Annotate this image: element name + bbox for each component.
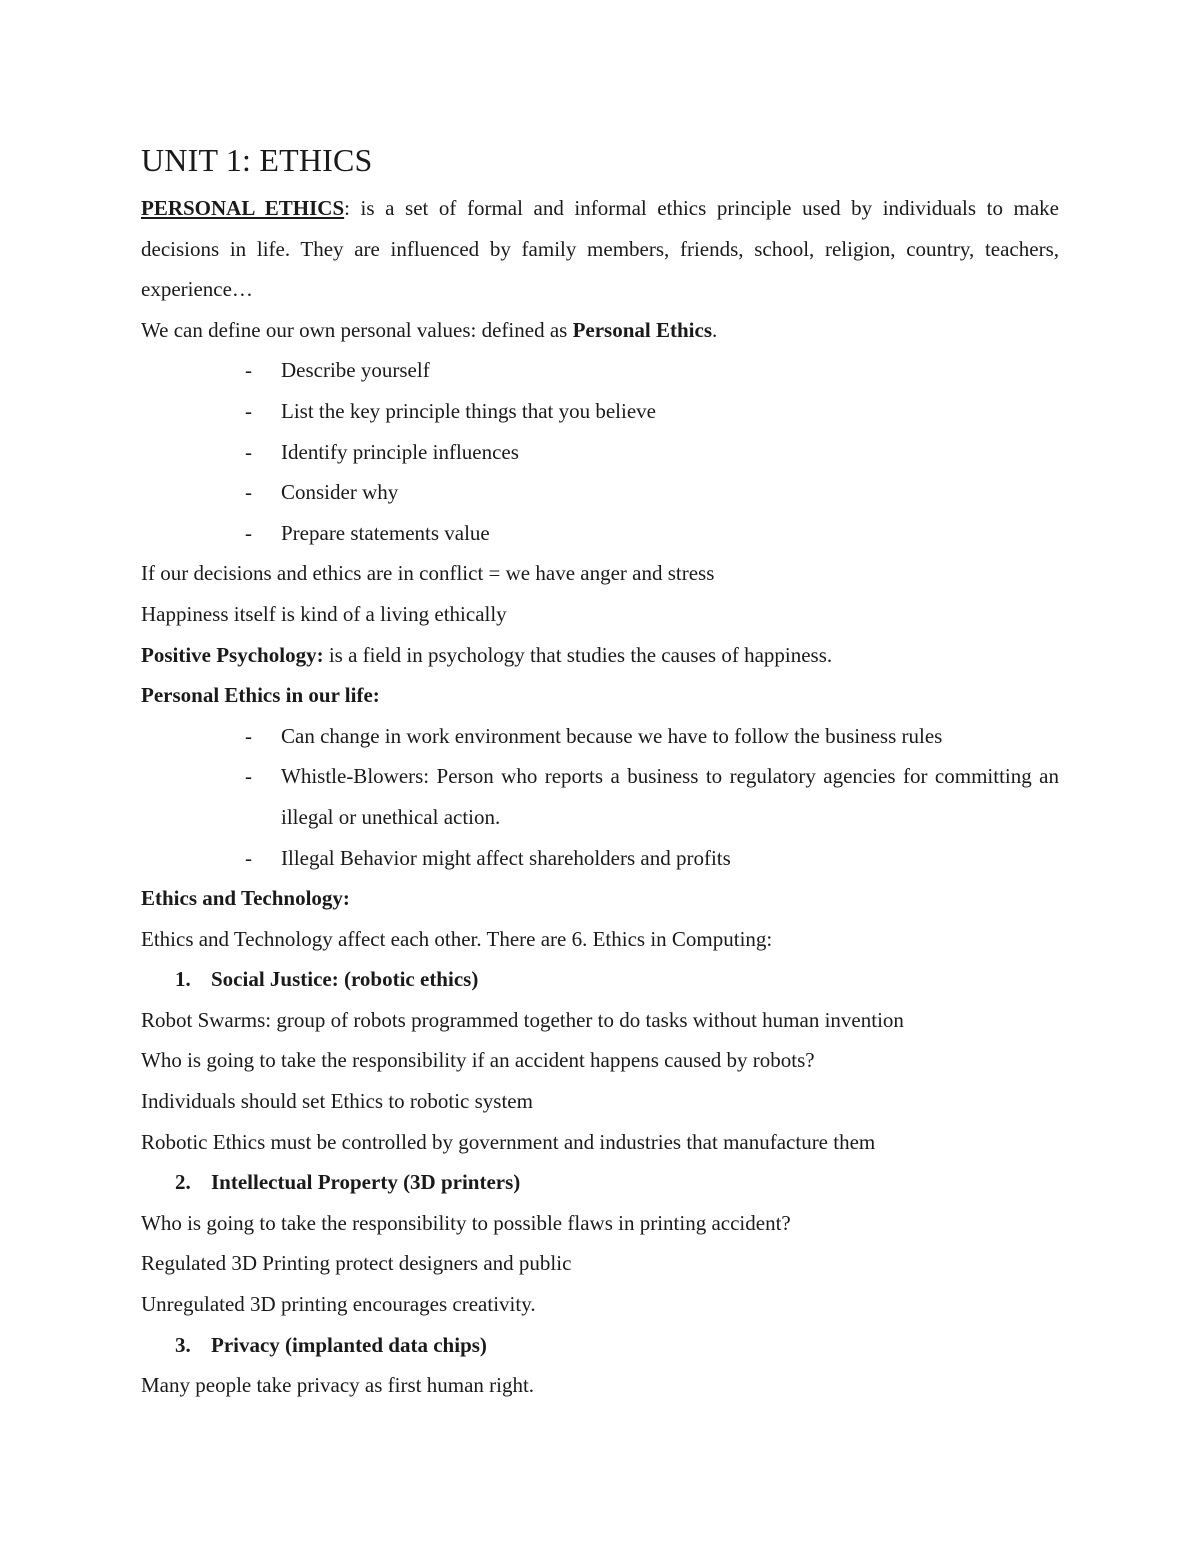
section-number: 1. [175, 967, 191, 992]
section-heading-1 [141, 959, 1059, 1000]
define-values-prefix: We can define our own personal values: defined as [141, 317, 573, 342]
list-item: - Prepare statements value [245, 520, 490, 545]
tech-intro: Ethics and Technology affect each other. There are 6. Ethics in Computing: [141, 926, 773, 951]
list-item: - List the key principle things that you believe [245, 398, 656, 423]
list-item: - Illegal Behavior might affect shareholders and profits [245, 845, 731, 870]
section-heading-text: Intellectual Property (3D printers) [211, 1170, 521, 1195]
list-item-text: Illegal Behavior might affect shareholders and profits [281, 845, 731, 870]
list-item: - Can change in work environment because we have to follow the business rules [245, 723, 943, 748]
section-heading-text: Privacy (implanted data chips) [211, 1332, 487, 1357]
section-heading-3 [141, 1325, 1059, 1366]
tech-heading: Ethics and Technology: [141, 886, 350, 911]
section-1-line: Who is going to take the responsibility if an accident happens caused by robots? [141, 1048, 815, 1073]
define-values-line [141, 310, 1059, 351]
list-item-text: Consider why [281, 480, 399, 505]
positive-psychology-term: Positive Psychology: [141, 642, 324, 667]
positive-psychology-line [141, 635, 1059, 676]
section-2-line: Unregulated 3D printing encourages creativity. [141, 1292, 536, 1317]
personal-ethics-term: PERSONAL ETHICS [141, 196, 345, 220]
page-title: UNIT 1: ETHICS [141, 142, 373, 178]
define-values-suffix: . [712, 317, 718, 342]
list-item-text: Identify principle influences [281, 439, 519, 464]
list-item: - Consider why [245, 480, 399, 505]
section-2-line: Regulated 3D Printing protect designers and public [141, 1251, 572, 1276]
personal-ethics-definition: : is a set of formal and informal ethics principle used by individuals to make decisions in life. They are influenced by family members, friends, school, religion, country, teachers, experience… [141, 196, 1059, 302]
section-number: 2. [175, 1170, 191, 1195]
list-item: - Identify principle influences [245, 439, 519, 464]
steps-list [141, 350, 1059, 553]
section-1-line: Individuals should set Ethics to robotic system [141, 1089, 533, 1114]
list-item-text: Can change in work environment because we have to follow the business rules [281, 723, 943, 748]
life-list [141, 716, 1059, 878]
section-3-line: Many people take privacy as first human right. [141, 1373, 535, 1398]
life-heading: Personal Ethics in our life: [141, 683, 380, 708]
happiness-line: Happiness itself is kind of a living ethically [141, 601, 507, 626]
section-heading-2 [141, 1162, 1059, 1203]
personal-ethics-paragraph [141, 188, 1059, 310]
define-values-bold: Personal Ethics [572, 317, 712, 342]
section-1-line: Robot Swarms: group of robots programmed together to do tasks without human invention [141, 1007, 904, 1032]
document-page [141, 138, 1059, 1406]
list-item-text: Prepare statements value [281, 520, 490, 545]
conflict-line: If our decisions and ethics are in conflict = we have anger and stress [141, 561, 715, 586]
section-heading-text: Social Justice: (robotic ethics) [211, 967, 479, 992]
section-number: 3. [175, 1332, 191, 1357]
section-2-line: Who is going to take the responsibility to possible flaws in printing accident? [141, 1210, 791, 1235]
list-item: - Describe yourself [245, 358, 430, 383]
list-item-text: Whistle-Blowers: Person who reports a business to regulatory agencies for committing an illegal or unethical action. [281, 764, 1059, 829]
positive-psychology-definition: is a field in psychology that studies the causes of happiness. [323, 642, 833, 667]
list-item-text: List the key principle things that you believe [281, 398, 656, 423]
section-1-line: Robotic Ethics must be controlled by government and industries that manufacture them [141, 1129, 876, 1154]
list-item: - Whistle-Blowers: Person who reports a business to regulatory agencies for committing an illegal or unethical action. [245, 764, 1059, 829]
list-item-text: Describe yourself [281, 358, 430, 383]
